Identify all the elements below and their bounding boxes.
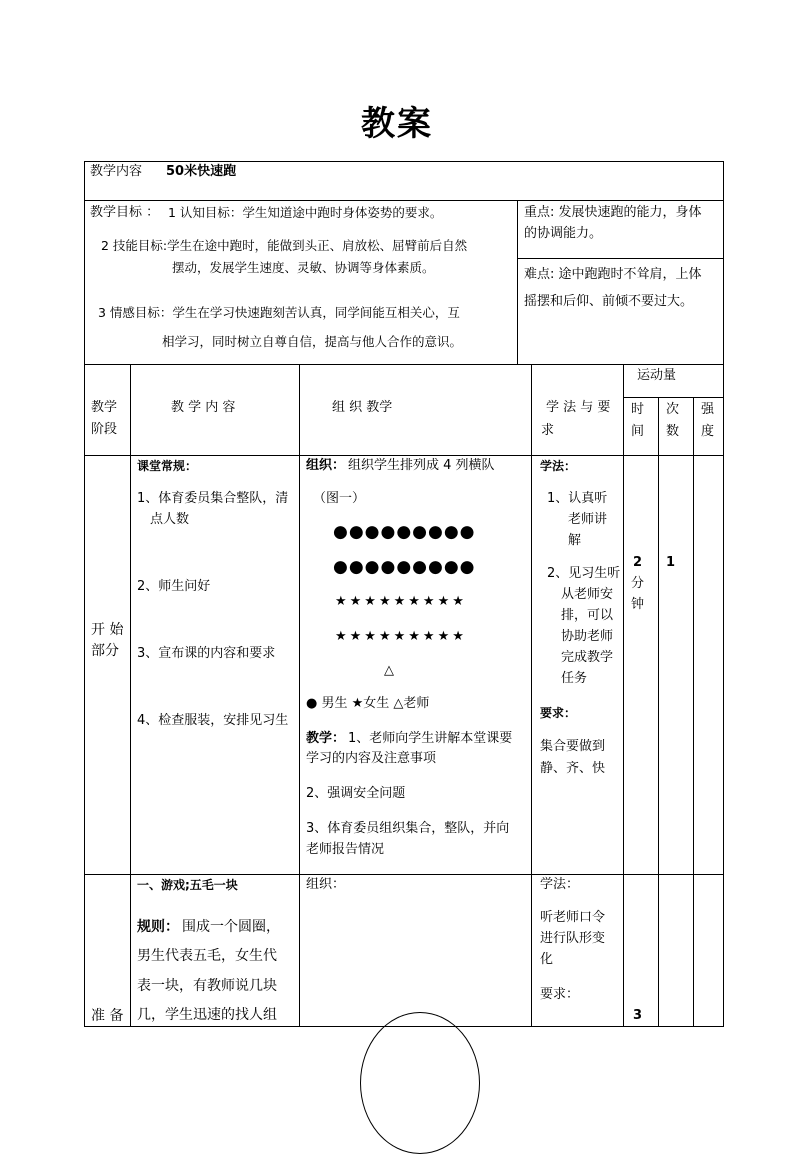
method-1a: 1、认真听 [547, 491, 608, 506]
routine-item-1b: 点人数 [150, 512, 190, 527]
prep-time-value: 3 [633, 1008, 643, 1023]
org-text: 组织学生排列成 4 列横队 [348, 458, 495, 473]
content-label: 教学内容 [90, 164, 143, 179]
formation-girls-row-2: ★★★★★★★★★ [335, 629, 467, 644]
rule-line-a: 围成一个圆圈， [182, 919, 280, 935]
col-stage-b: 阶段 [91, 422, 118, 437]
goal-emotion-line2: 相学习，同时树立自尊自信，提高与他人合作的意识。 [162, 334, 463, 349]
rule-label: 规则： [137, 919, 179, 935]
col-method-b: 求 [541, 423, 555, 438]
rule-line-d: 几，学生迅速的找人组 [137, 1007, 277, 1023]
method-2d: 协助老师 [561, 629, 614, 644]
method-1c: 解 [568, 533, 582, 548]
difficulty-line1: 难点: 途中跑跑时不耸肩，上体 [524, 267, 702, 282]
teacher-mark: △ [384, 663, 394, 678]
col-content: 教 学 内 容 [171, 400, 236, 415]
routine-item-1a: 1、体育委员集合整队，清 [137, 491, 289, 506]
page-title: 教案 [361, 104, 433, 144]
goal-cognitive: 1 认知目标：学生知道途中跑时身体姿势的要求。 [168, 205, 443, 220]
key-point-line2: 的协调能力。 [524, 226, 603, 241]
prep-method-a: 听老师口令 [540, 910, 606, 925]
col-time-a: 时 [631, 402, 645, 417]
method-2b: 从老师安 [561, 587, 614, 602]
circle-diagram [360, 1012, 480, 1154]
rule-line-c: 表一块，有教师说几块 [137, 978, 277, 994]
method-1b: 老师讲 [568, 512, 608, 527]
stage-start-b: 部分 [91, 643, 119, 659]
routine-item-4: 4、检查服装，安排见习生 [137, 713, 289, 728]
teach-3b: 老师报告情况 [306, 842, 385, 857]
teach-1b: 学习的内容及注意事项 [306, 751, 437, 766]
formation-girls-row-1: ★★★★★★★★★ [335, 594, 467, 609]
prep-org-label: 组织： [306, 877, 346, 892]
method-2a: 2、见习生听 [547, 566, 621, 581]
teach-label: 教学： [306, 731, 346, 746]
time-value-b: 分 [631, 576, 645, 591]
col-load: 运动量 [637, 368, 677, 383]
figure-caption: （图一） [313, 491, 366, 506]
routine-item-2: 2、师生问好 [137, 579, 211, 594]
prep-method-b: 进行队形变 [540, 931, 606, 946]
col-organization: 组 织 教学 [332, 400, 393, 415]
game-title: 一、游戏;五毛一块 [137, 878, 238, 892]
rule-line-b: 男生代表五毛，女生代 [137, 948, 277, 964]
teach-2: 2、强调安全问题 [306, 786, 406, 801]
goal-label: 教学目标 ： [90, 205, 160, 220]
content-value: 50米快速跑 [166, 164, 237, 179]
col-count-a: 次 [666, 402, 680, 417]
routine-item-3: 3、宣布课的内容和要求 [137, 646, 276, 661]
prep-method-label: 学法： [540, 877, 580, 892]
col-time-b: 间 [631, 424, 645, 439]
requirement-a: 集合要做到 [540, 739, 606, 754]
method-2f: 任务 [561, 671, 588, 686]
teach-3a: 3、体育委员组织集合，整队，并向 [306, 821, 510, 836]
method-2c: 排，可以 [561, 608, 614, 623]
formation-boys-row-1: ●●●●●●●●● [333, 522, 476, 542]
difficulty-line2: 摇摆和后仰、前倾不要过大。 [524, 294, 694, 309]
formation-legend: ● 男生 ★女生 △老师 [306, 696, 430, 711]
col-count-b: 数 [666, 424, 680, 439]
routine-title: 课堂常规： [137, 459, 198, 473]
col-intensity-b: 度 [701, 424, 715, 439]
time-value-c: 钟 [631, 597, 645, 612]
col-intensity-a: 强 [701, 402, 715, 417]
col-method-a: 学 法 与 要 [546, 400, 611, 415]
goal-skill-line2: 摆动，发展学生速度、灵敏、协调等身体素质。 [172, 260, 435, 275]
requirement-label: 要求： [540, 706, 577, 720]
teach-1a: 1、老师向学生讲解本堂课要 [348, 731, 513, 746]
key-point-line1: 重点: 发展快速跑的能力，身体 [524, 205, 702, 220]
prep-method-c: 化 [540, 952, 554, 967]
prep-requirement-label: 要求： [540, 987, 580, 1002]
col-stage-a: 教学 [91, 400, 118, 415]
method-label: 学法： [540, 459, 577, 473]
org-label: 组织： [306, 458, 346, 473]
method-2e: 完成教学 [561, 650, 614, 665]
goal-skill-line1: 2 技能目标:学生在途中跑时，能做到头正、肩放松、屈臂前后自然 [101, 238, 468, 253]
count-value: 1 [666, 555, 676, 570]
stage-prep: 准 备 [91, 1008, 124, 1024]
stage-start-a: 开 始 [91, 622, 124, 638]
requirement-b: 静、齐、快 [540, 761, 606, 776]
formation-boys-row-2: ●●●●●●●●● [333, 557, 476, 577]
time-value-a: 2 [633, 555, 643, 570]
goal-emotion-line1: 3 情感目标：学生在学习快速跑刻苦认真，同学间能互相关心，互 [98, 305, 460, 320]
